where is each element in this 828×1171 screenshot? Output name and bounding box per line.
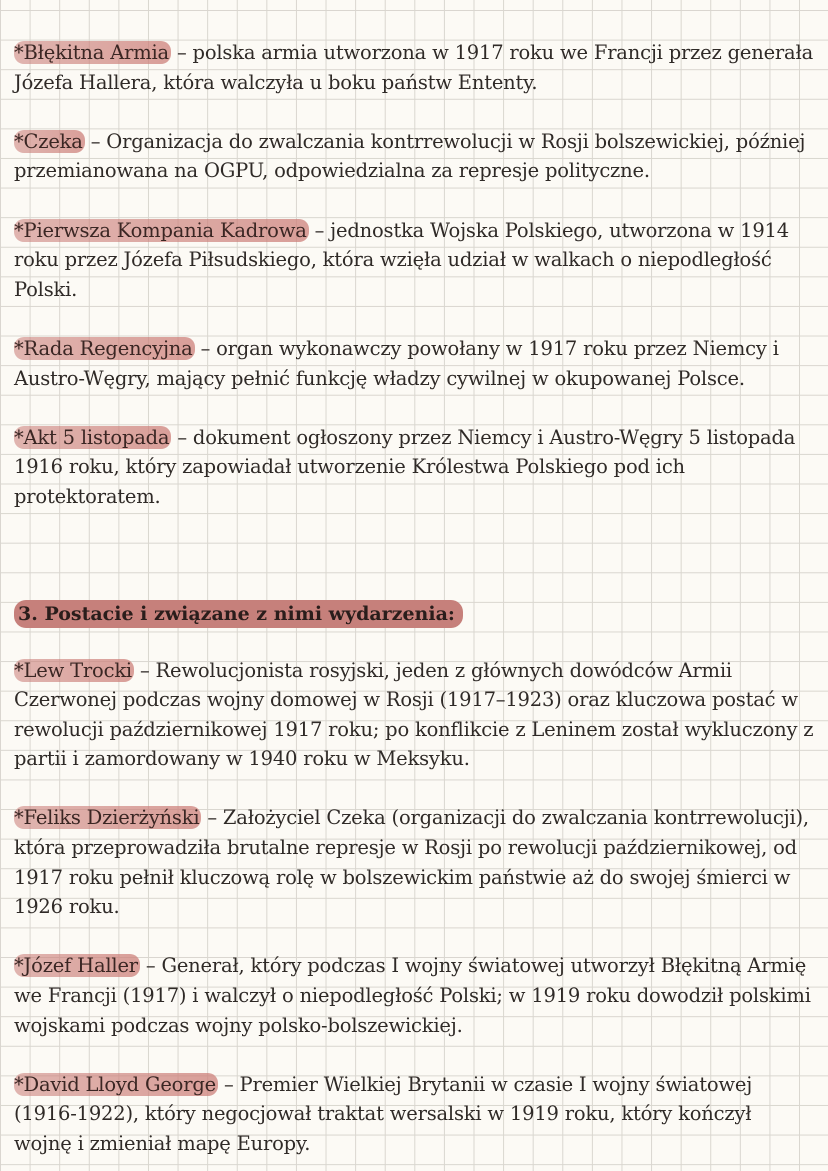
person-description: – Założyciel Czeka (organizacji do zwalczania kontrrewolucji), która przeprowadziła brutalne represje w Rosji po rewolucji październikowej, od 1917 roku pełnił kluczową rolę w bolszewickim państwie aż do swojej śmierci w 1926 roku.: [14, 806, 809, 919]
term-entry-czeka: [14, 127, 814, 186]
person-description: – Rewolucjonista rosyjski, jeden z głównych dowódców Armii Czerwonej podczas wojny domowej w Rosji (1917–1923) oraz kluczowa postać w rewolucji październikowej 1917 roku; po konflikcie z Leninem został wykluczony z partii i zamordowany w 1940 roku w Meksyku.: [14, 658, 814, 771]
term-definition: – jednostka Wojska Polskiego, utworzona w 1914 roku przez Józefa Piłsudskiego, która wzięła udział w walkach o niepodległość Polski.: [14, 218, 789, 301]
term-label: *Akt 5 listopada: [14, 425, 170, 449]
term-label: *Błękitna Armia: [14, 41, 169, 64]
person-entry-feliks-dzierzynski: [14, 803, 814, 921]
term-label: *Rada Regencyjna: [14, 336, 193, 360]
term-entry-pierwsza-kompania-kadrowa: [14, 216, 814, 305]
section-heading-wrapper: [14, 600, 814, 628]
person-entry-jozef-haller: [14, 951, 814, 1040]
term-entry-blekitna-armia: [14, 38, 814, 97]
notes-page: [14, 38, 814, 1159]
term-entry-rada-regencyjna: [14, 334, 814, 393]
term-definition: – polska armia utworzona w 1917 roku we Francji przez generała Józefa Hallera, która walczyła u boku państw Ententy.: [14, 41, 814, 94]
term-definition: – organ wykonawczy powołany w 1917 roku przez Niemcy i Austro-Węgry, mający pełnić funkcję władzy cywilnej w okupowanej Polsce.: [14, 336, 779, 390]
person-description: – Generał, który podczas I wojny światowej utworzył Błękitną Armię we Francji (1917) i walczył o niepodległość Polski; w 1919 roku dowodził polskimi wojskami podczas wojny polsko-bolszewickiej.: [14, 954, 811, 1037]
person-entry-lew-trocki: [14, 656, 814, 774]
person-label: *Feliks Dzierżyński: [14, 806, 200, 830]
term-entry-akt-5-listopada: [14, 423, 814, 512]
person-label: *David Lloyd George: [14, 1072, 216, 1096]
term-definition: – Organizacja do zwalczania kontrrewolucji w Rosji bolszewickiej, później przemianowana na OGPU, odpowiedzialna za represje polityczne.: [14, 129, 806, 183]
section-heading: 3. Postacie i związane z nimi wydarzenia:: [14, 600, 463, 628]
person-label: *Lew Trocki: [14, 658, 132, 682]
term-definition: – dokument ogłoszony przez Niemcy i Austro-Węgry 5 listopada 1916 roku, który zapowiadał utworzenie Królestwa Polskiego pod ich protektoratem.: [14, 425, 796, 508]
term-label: *Czeka: [14, 129, 83, 153]
person-label: *Józef Haller: [14, 954, 138, 978]
person-entry-david-lloyd-george: [14, 1070, 814, 1159]
person-description: – Premier Wielkiej Brytanii w czasie I wojny światowej (1916-1922), który negocjował traktat wersalski w 1919 roku, który kończył wojnę i zmieniał mapę Europy.: [14, 1072, 753, 1155]
term-label: *Pierwsza Kompania Kadrowa: [14, 218, 307, 242]
